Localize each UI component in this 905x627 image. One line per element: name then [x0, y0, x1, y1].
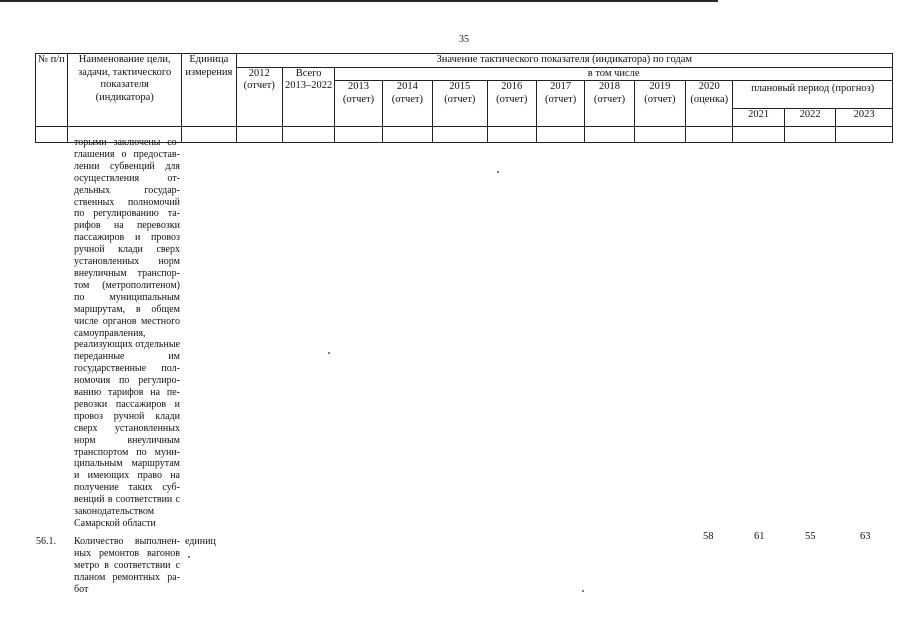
row-indicator-name: Количество выполненных ремонтов вагонов метро в соответствии с планом ремонтных работ — [74, 536, 180, 595]
col-year-header: 2014 (отчет) — [382, 81, 432, 127]
row-number: 56.1. — [36, 536, 56, 547]
value-2020: 58 — [703, 531, 714, 542]
subgroup-title-header: в том числе — [335, 67, 893, 81]
col-year-header: 2013 (отчет) — [335, 81, 382, 127]
col-year-header: 2020 (оценка) — [686, 81, 733, 127]
plan-period-header: плановый период (прогноз) — [733, 81, 893, 109]
col-number-header: № п/п — [36, 54, 68, 127]
value-2023: 63 — [860, 531, 871, 542]
scan-speck — [582, 590, 584, 592]
col-plan-year-header: 2022 — [784, 109, 835, 127]
scan-speck — [328, 352, 330, 354]
value-2021: 61 — [754, 531, 765, 542]
col-name-header: Наименование цели, задачи, тактического показателя (индикатора) — [68, 54, 182, 127]
page-number: 35 — [459, 34, 469, 45]
value-2022: 55 — [805, 531, 816, 542]
group-title-header: Значение тактического показателя (индикатора) по годам — [236, 54, 892, 68]
col-year-header: 2019 (отчет) — [634, 81, 685, 127]
col-year-header: 2016 (отчет) — [487, 81, 536, 127]
top-rule — [0, 0, 718, 2]
col-plan-year-header: 2021 — [733, 109, 784, 127]
indicator-header-table — [35, 53, 893, 143]
scan-speck — [497, 171, 499, 173]
scan-speck — [188, 556, 190, 558]
col-plan-year-header: 2023 — [836, 109, 893, 127]
col-year-header: 2018 (отчет) — [585, 81, 634, 127]
col-year-header: 2015 (отчет) — [433, 81, 487, 127]
row-unit: единиц — [185, 536, 216, 547]
continuation-text: торыми заключены соглашения о предоставлении субвенций для осуществления отдельных государственных полномочий по регулированию тарифов на перевозки пассажиров и провоз ручной клади сверх установленных норм внеуличным транспортом (метрополитеном) по муниципальным маршрутам, в общем числе органов местного самоуправления, реализующих отдельные переданные им государственные полномочия по регулированию тарифов на перевозки пассажиров и провоз ручной клади сверх установленных норм внеуличным транспортом по муниципальным маршрутам и имеющих право на получение таких субвенций в соответствии с законодательством Самарской области — [74, 137, 180, 529]
col-year-header: 2017 (отчет) — [536, 81, 584, 127]
col-total-header: Всего 2013–2022 — [282, 67, 334, 127]
col-unit-header: Единица измерения — [182, 54, 236, 127]
col-2012-header: 2012 (отчет) — [236, 67, 282, 127]
